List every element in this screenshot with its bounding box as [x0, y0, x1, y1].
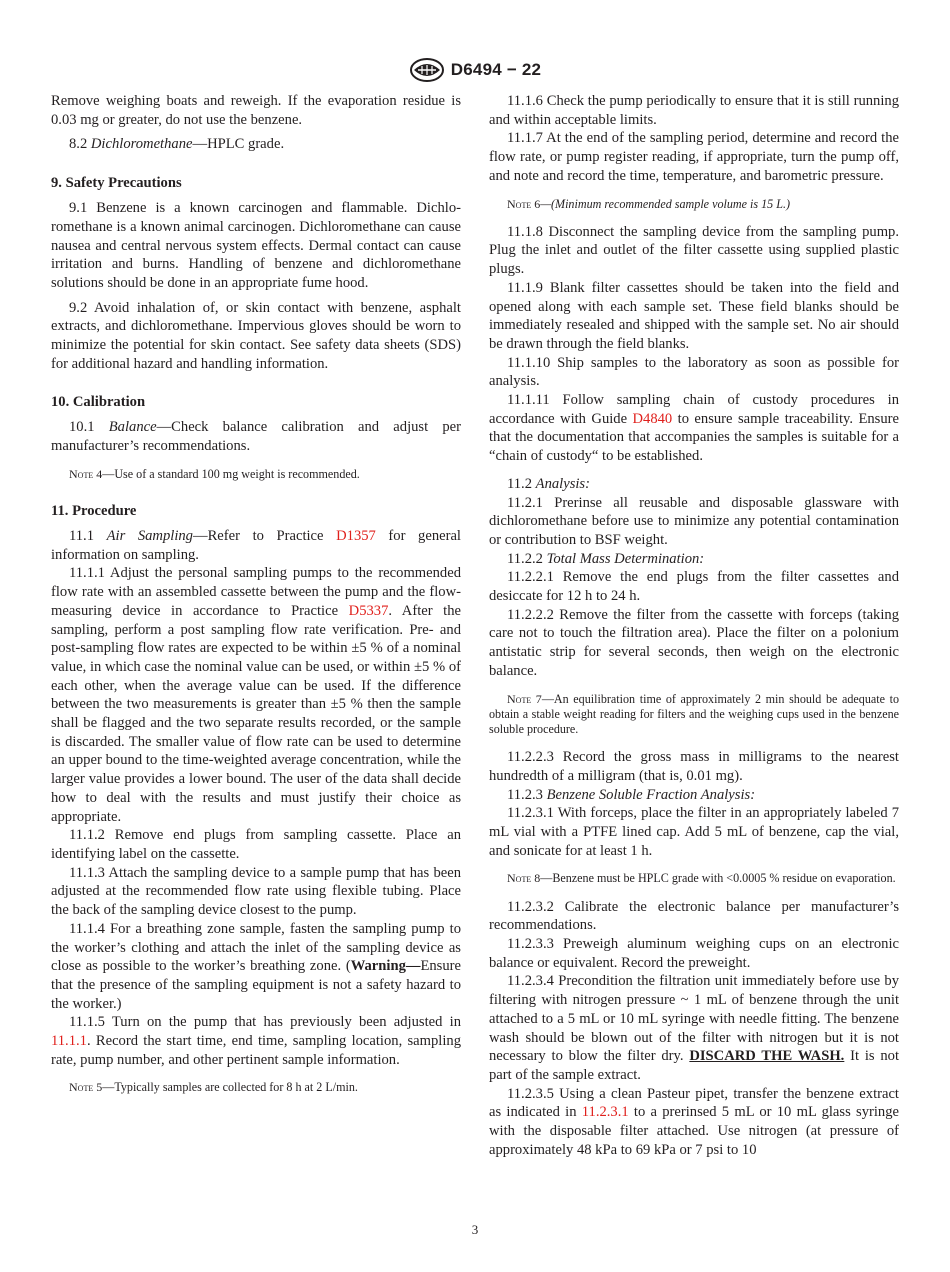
paragraph-8-1-continued: Remove weighing boats and reweigh. If the evaporation residue is 0.03 mg or greater, do not use the benzene. — [51, 93, 461, 128]
standard-designation: D6494 − 22 — [450, 60, 542, 79]
paragraph-11-2-3: 11.2.3 Benzene Soluble Fraction Analysis: — [507, 786, 756, 803]
astm-logo-icon — [409, 57, 445, 83]
paragraph-11-1-1: 11.1.1 Adjust the personal sampling pumps to the recommended flow rate with an assembled cassette between the pump and the flow-measuring device in accordance to Practice D5337. After the sampling, perform a post sampling flow rate verification. Pre- and post-sampling flow rates are expected to be within ±5 % of a nominal value, in which case the nominal value can be used, or within ±5 % of each other, when the average value can be used. If the difference between the two measurements is greater than ±5 % then the sample shall be flagged and the two separate results recorded, or the sample is discarded. The smaller value of flow rate can be used to determine an upper bound to the time-weighted average concentration, while the larger value provides a lower bound. The user of the data shall decide how to deal with the results and must justify their choice as appropriate. — [51, 565, 462, 825]
paragraph-11-2: 11.2 Analysis: — [507, 475, 590, 492]
note-6: Note 6—(Minimum recommended sample volume is 15 L.) — [507, 196, 791, 211]
paragraph-9-1: 9.1 Benzene is a known carcinogen and flammable. Dichloromethane is a known animal carcinogen. Dichloromethane can cause nausea and central nervous system effects. Dermal contact can cause irritation and burns. Handling of benzene and dichloromethane solutions should be done in an appropriate fume hood. — [51, 200, 461, 291]
reference-link-11-2-3-1[interactable]: 11.2.3.1 — [581, 1104, 629, 1121]
paragraph-11-1-8: 11.1.8 Disconnect the sampling device from the sampling pump. Plug the inlet and outlet of the filter cassette using supplied plastic plugs. — [489, 223, 899, 278]
section-heading-calibration: 10. Calibration — [51, 394, 146, 411]
paragraph-11-1-2: 11.1.2 Remove end plugs from sampling cassette. Place an identifying label on the cassette. — [51, 827, 461, 862]
paragraph-11-1-7: 11.1.7 At the end of the sampling period, determine and record the flow rate, or pump register reading, if appropriate, turn the pump off, and note and record the time, temperature, and barometric pressure. — [489, 130, 899, 184]
paragraph-11-1-3: 11.1.3 Attach the sampling device to a sample pump that has been adjusted at the recommended flow rate using flexible tubing. Place the back of the sampling device closest to the pump. — [51, 864, 461, 919]
right-column — [489, 92, 899, 1159]
paragraph-10-1: 10.1 Balance—Check balance calibration and adjust per manufacturer’s recommendations. — [51, 419, 461, 455]
page-number: 3 — [471, 1222, 479, 1237]
paragraph-11-2-2-3: 11.2.2.3 Record the gross mass in milligrams to the nearest hundredth of a milligram (that is, 0.01 mg). — [489, 749, 899, 784]
page-header — [0, 56, 950, 84]
paragraph-11-1-4: 11.1.4 For a breathing zone sample, fasten the sampling pump to the worker’s clothing and attach the inlet of the sampling device as close as possible to the worker’s breathing zone. (Warning—Ensure that the presence of the sampling equipment is not a safety hazard to the worker.) — [51, 920, 461, 1012]
reference-link-d5337[interactable]: D5337 — [348, 602, 389, 619]
paragraph-11-1-10: 11.1.10 Ship samples to the laboratory as soon as possible for analysis. — [489, 354, 899, 390]
paragraph-11-2-2-1: 11.2.2.1 Remove the end plugs from the filter cassettes and desiccate for 12 h to 24 h. — [489, 569, 899, 605]
paragraph-8-2: 8.2 Dichloromethane—HPLC grade. — [69, 136, 285, 153]
note-7: Note 7—An equilibration time of approximately 2 min should be adequate to obtain a stable weight reading for filters and the weighing cups used in the benzene soluble procedure. — [489, 691, 899, 736]
discard-warning: DISCARD THE WASH. — [689, 1048, 845, 1065]
section-heading-safety: 9. Safety Precautions — [51, 175, 182, 192]
paragraph-11-2-3-5: 11.2.3.5 Using a clean Pasteur pipet, transfer the benzene extract as indicated in 11.2.3.1 to a prerinsed 5 mL or 10 mL glass syringe with the disposable filter attached. Use nitrogen (at pressure of approximately 48 kPa to 69 kPa or 7 psi to 10 — [489, 1085, 899, 1158]
reference-link-11-1-1[interactable]: 11.1.1 — [51, 1033, 87, 1050]
paragraph-11-1-11: 11.1.11 Follow sampling chain of custody procedures in accordance with Guide D4840 to ensure sample traceability. Ensure that the documentation that accompanies the samples is suitable for a “chain of custody“ to be established. — [489, 392, 899, 465]
paragraph-11-2-3-3: 11.2.3.3 Preweigh aluminum weighing cups on an electronic balance or equivalent. Record the preweight. — [489, 936, 899, 971]
paragraph-11-2-3-4: 11.2.3.4 Precondition the filtration unit immediately before use by filtering with nitrogen pressure ~ 1 mL of benzene through the unit attached to a 5 mL or 10 mL syringe with needle fitting. The benzene wash should be blown out of the filter with nitrogen but it is not necessary to blow the filter dry. DISCARD THE WASH. It is not part of the sample extract. — [489, 973, 900, 1083]
paragraph-11-1-5: 11.1.5 Turn on the pump that has previously been adjusted in 11.1.1. Record the start time, end time, sampling location, sampling rate, pump number, and other pertinent sample information. — [51, 1014, 461, 1068]
left-column — [51, 92, 461, 1107]
section-heading-procedure: 11. Procedure — [51, 503, 137, 520]
reference-link-d4840[interactable]: D4840 — [632, 410, 673, 427]
paragraph-11-1-9: 11.1.9 Blank filter cassettes should be taken into the field and opened along with each sample set. These field blanks should be immediately resealed and shipped with the sample set. No air should be drawn through the field blanks. — [489, 279, 899, 352]
paragraph-11-1-6: 11.1.6 Check the pump periodically to ensure that it is still running and within acceptable limits. — [489, 93, 899, 128]
paragraph-11-2-2-2: 11.2.2.2 Remove the filter from the cassette with forceps (taking care not to touch the filtration area). Place the filter on a polonium antistatic strip for several seconds, then weigh on the electronic balance. — [489, 606, 899, 679]
note-8: Note 8—Benzene must be HPLC grade with <0.0005 % residue on evaporation. — [507, 871, 896, 886]
paragraph-9-2: 9.2 Avoid inhalation of, or skin contact with benzene, asphalt extracts, and dichloromethane. Impervious gloves should be worn to minimize the potential for skin contact. See safety data sheets (SDS) for additional hazard and handling information. — [51, 299, 461, 372]
note-4: Note 4—Use of a standard 100 mg weight is recommended. — [69, 466, 360, 481]
reference-link-d1357[interactable]: D1357 — [336, 528, 376, 545]
paragraph-11-1: 11.1 Air Sampling—Refer to Practice D1357 for general information on sampling. — [51, 528, 461, 563]
paragraph-11-2-3-2: 11.2.3.2 Calibrate the electronic balance per manufacturer’s recommendations. — [489, 898, 899, 934]
note-5: Note 5—Typically samples are collected for 8 h at 2 L/min. — [69, 1080, 358, 1095]
paragraph-11-2-3-1: 11.2.3.1 With forceps, place the filter in an appropriately labeled 7 mL vial with a PTFE lined cap. Add 5 mL of benzene, cap the vial, and sonicate for at least 1 h. — [489, 805, 899, 859]
paragraph-11-2-1: 11.2.1 Prerinse all reusable and disposable glassware with dichloromethane before use to minimize any potential contamination or contribution to BSF weight. — [489, 494, 899, 548]
paragraph-11-2-2: 11.2.2 Total Mass Determination: — [507, 550, 705, 567]
